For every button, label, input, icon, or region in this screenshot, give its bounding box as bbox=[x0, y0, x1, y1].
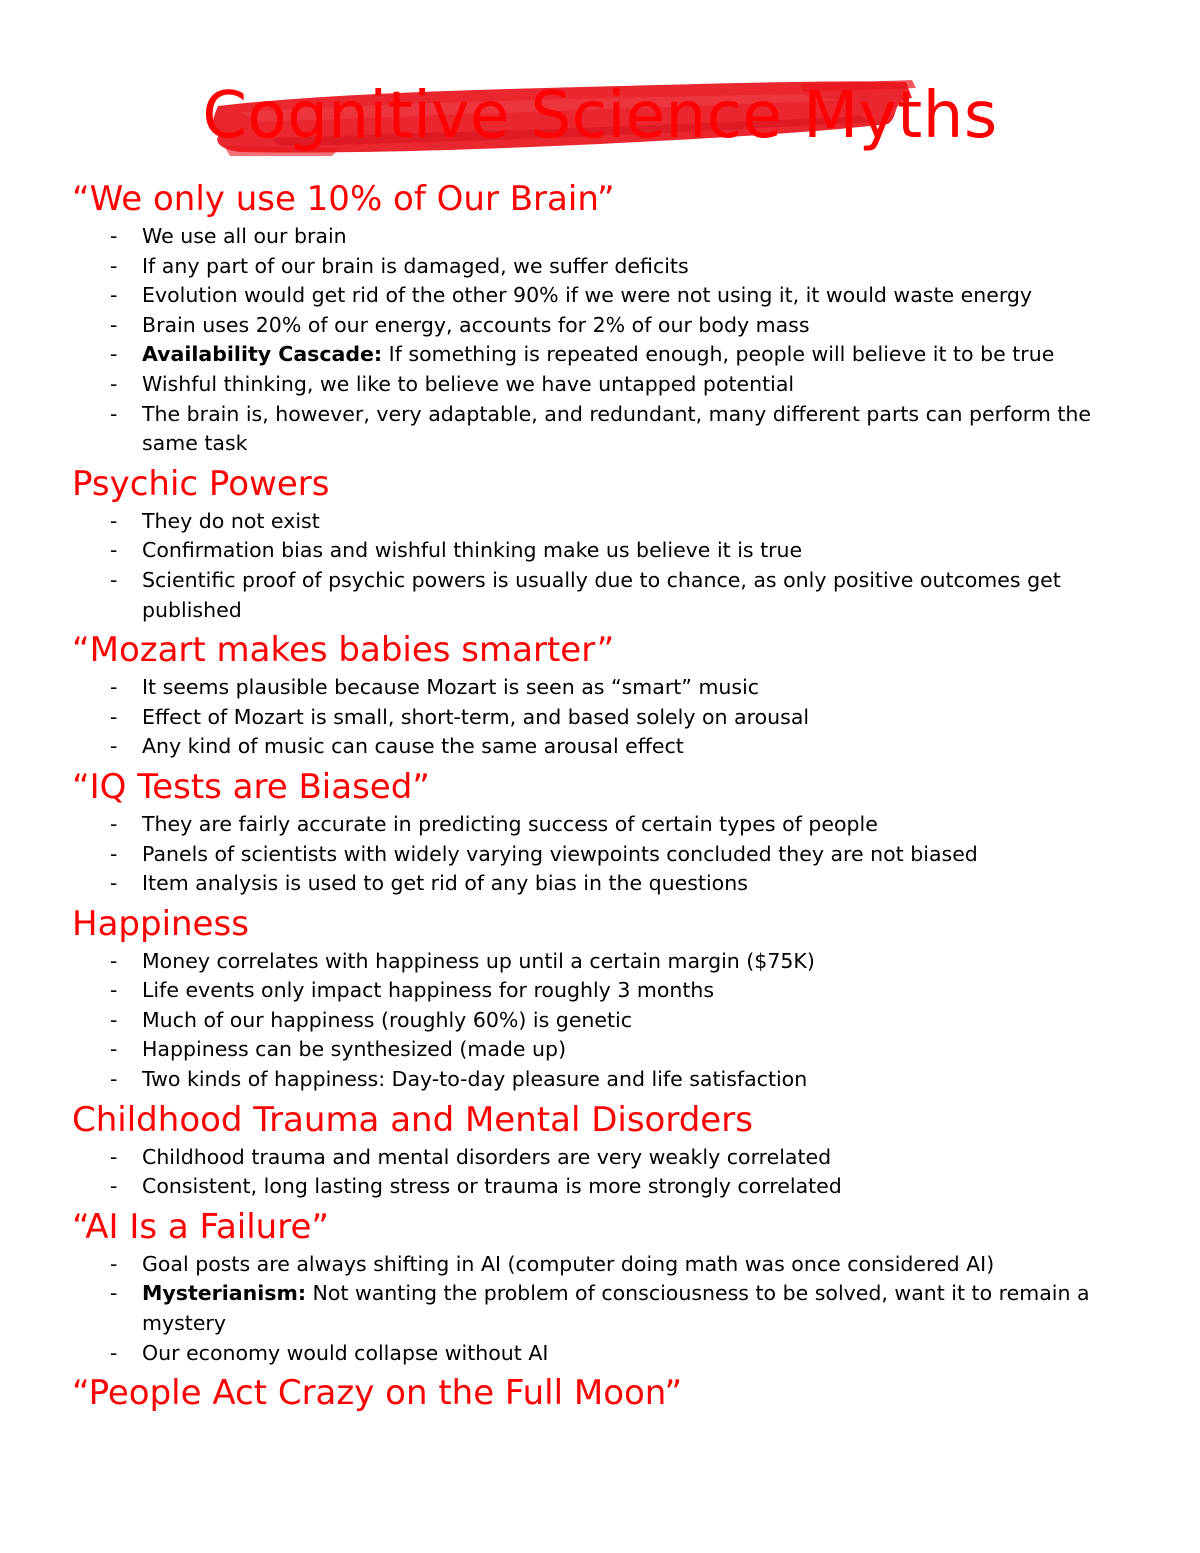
list-item bbox=[72, 869, 1132, 899]
dash-bullet-icon: - bbox=[110, 734, 118, 759]
dash-bullet-icon: - bbox=[110, 1340, 118, 1365]
item-text: Wishful thinking, we like to believe we have untapped potential bbox=[142, 371, 795, 396]
bullet-list bbox=[72, 507, 1132, 625]
bullet-list bbox=[72, 1250, 1132, 1368]
dash-bullet-icon: - bbox=[110, 283, 118, 308]
dash-bullet-icon: - bbox=[110, 871, 118, 896]
item-text: Two kinds of happiness: Day-to-day pleasure and life satisfaction bbox=[142, 1067, 808, 1092]
bullet-list bbox=[72, 673, 1132, 762]
list-item bbox=[72, 252, 1132, 282]
dash-bullet-icon: - bbox=[110, 1144, 118, 1169]
dash-bullet-icon: - bbox=[110, 538, 118, 563]
list-item bbox=[72, 1339, 1132, 1369]
item-text: They are fairly accurate in predicting success of certain types of people bbox=[142, 811, 878, 836]
item-text: Consistent, long lasting stress or trauma is more strongly correlated bbox=[142, 1174, 842, 1199]
section-heading: “People Act Crazy on the Full Moon” bbox=[72, 1373, 683, 1414]
dash-bullet-icon: - bbox=[110, 1007, 118, 1032]
item-text: Childhood trauma and mental disorders are very weakly correlated bbox=[142, 1144, 832, 1169]
list-item bbox=[72, 1279, 1132, 1338]
section-heading: “AI Is a Failure” bbox=[72, 1206, 329, 1247]
list-item bbox=[72, 703, 1132, 733]
list-item bbox=[72, 1035, 1132, 1065]
section-heading: “Mozart makes babies smarter” bbox=[72, 630, 615, 671]
item-text: Panels of scientists with widely varying viewpoints concluded they are not biased bbox=[142, 841, 978, 866]
section-heading: Happiness bbox=[72, 903, 249, 944]
section-heading: Childhood Trauma and Mental Disorders bbox=[72, 1099, 753, 1140]
dash-bullet-icon: - bbox=[110, 978, 118, 1003]
list-item bbox=[72, 732, 1132, 762]
item-text: Life events only impact happiness for roughly 3 months bbox=[142, 978, 715, 1003]
item-text: Our economy would collapse without AI bbox=[142, 1340, 549, 1365]
item-text: We use all our brain bbox=[142, 224, 347, 248]
list-item bbox=[72, 1006, 1132, 1036]
bullet-list bbox=[72, 1143, 1132, 1202]
dash-bullet-icon: - bbox=[110, 508, 118, 533]
dash-bullet-icon: - bbox=[110, 841, 118, 866]
dash-bullet-icon: - bbox=[110, 675, 118, 700]
dash-bullet-icon: - bbox=[110, 948, 118, 973]
bullet-list bbox=[72, 222, 1132, 459]
item-text: Effect of Mozart is small, short-term, and based solely on arousal bbox=[142, 704, 810, 729]
section-heading: “IQ Tests are Biased” bbox=[72, 766, 430, 807]
dash-bullet-icon: - bbox=[110, 811, 118, 836]
list-item bbox=[72, 810, 1132, 840]
item-text: Confirmation bias and wishful thinking make us believe it is true bbox=[142, 538, 803, 563]
list-item bbox=[72, 1065, 1132, 1095]
dash-bullet-icon: - bbox=[110, 1174, 118, 1199]
list-item bbox=[72, 976, 1132, 1006]
document-title: Cognitive Science Myths bbox=[202, 79, 998, 153]
list-item bbox=[72, 947, 1132, 977]
list-item bbox=[72, 1172, 1132, 1202]
item-text: Money correlates with happiness up until a certain margin ($75K) bbox=[142, 948, 815, 973]
list-item bbox=[72, 1143, 1132, 1173]
item-text: It seems plausible because Mozart is seen as “smart” music bbox=[142, 675, 760, 700]
title-area bbox=[0, 72, 1200, 162]
item-text: Evolution would get rid of the other 90% if we were not using it, it would waste energy bbox=[142, 283, 1033, 308]
list-item bbox=[72, 566, 1132, 625]
list-item bbox=[72, 507, 1132, 537]
item-text: Any kind of music can cause the same arousal effect bbox=[142, 734, 684, 759]
item-text: Goal posts are always shifting in AI (computer doing math was once considered AI) bbox=[142, 1251, 995, 1276]
dash-bullet-icon: - bbox=[110, 253, 118, 278]
list-item bbox=[72, 1250, 1132, 1280]
bullet-list bbox=[72, 947, 1132, 1095]
list-item bbox=[72, 340, 1132, 370]
list-item bbox=[72, 311, 1132, 341]
item-text: If something is repeated enough, people will believe it to be true bbox=[382, 342, 1055, 367]
dash-bullet-icon: - bbox=[110, 401, 118, 426]
item-text: Scientific proof of psychic powers is usually due to chance, as only positive outcomes get published bbox=[142, 567, 1061, 622]
item-text: The brain is, however, very adaptable, and redundant, many different parts can perform the same task bbox=[142, 401, 1091, 456]
term-label: Availability Cascade: bbox=[142, 342, 383, 367]
list-item bbox=[72, 400, 1132, 459]
dash-bullet-icon: - bbox=[110, 1251, 118, 1276]
item-text: Not wanting the problem of consciousness to be solved, want it to remain a mystery bbox=[142, 1281, 1090, 1336]
item-text: Much of our happiness (roughly 60%) is genetic bbox=[142, 1007, 633, 1032]
term-label: Mysterianism: bbox=[142, 1281, 307, 1306]
dash-bullet-icon: - bbox=[110, 224, 118, 248]
list-item bbox=[72, 370, 1132, 400]
document-body bbox=[72, 176, 1132, 1416]
dash-bullet-icon: - bbox=[110, 704, 118, 729]
section-heading: Psychic Powers bbox=[72, 463, 330, 504]
item-text: Happiness can be synthesized (made up) bbox=[142, 1037, 567, 1062]
list-item bbox=[72, 840, 1132, 870]
dash-bullet-icon: - bbox=[110, 342, 118, 367]
dash-bullet-icon: - bbox=[110, 1037, 118, 1062]
dash-bullet-icon: - bbox=[110, 1281, 118, 1306]
list-item bbox=[72, 536, 1132, 566]
item-text: If any part of our brain is damaged, we suffer deficits bbox=[142, 253, 689, 278]
item-text: They do not exist bbox=[142, 508, 320, 533]
dash-bullet-icon: - bbox=[110, 1067, 118, 1092]
list-item bbox=[72, 222, 1132, 252]
list-item bbox=[72, 673, 1132, 703]
item-text: Item analysis is used to get rid of any bias in the questions bbox=[142, 871, 748, 896]
dash-bullet-icon: - bbox=[110, 567, 118, 592]
dash-bullet-icon: - bbox=[110, 371, 118, 396]
bullet-list bbox=[72, 810, 1132, 899]
dash-bullet-icon: - bbox=[110, 312, 118, 337]
list-item bbox=[72, 281, 1132, 311]
section-heading: “We only use 10% of Our Brain” bbox=[72, 179, 615, 219]
item-text: Brain uses 20% of our energy, accounts for 2% of our body mass bbox=[142, 312, 810, 337]
